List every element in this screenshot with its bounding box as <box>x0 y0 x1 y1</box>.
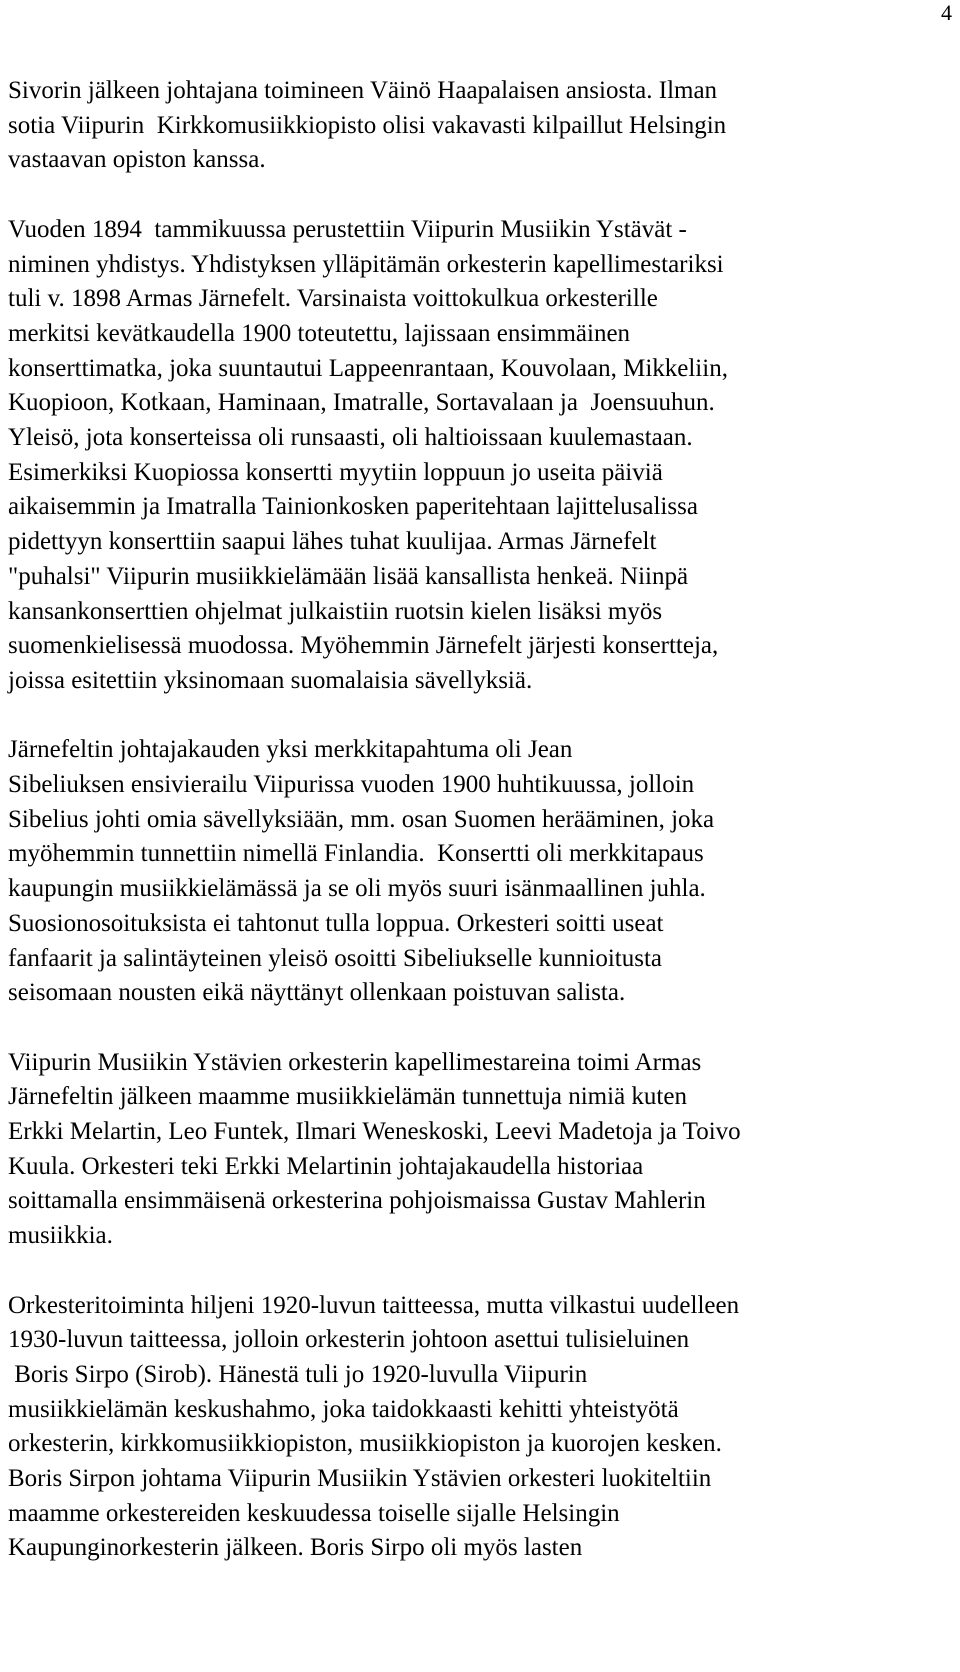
text-line: myöhemmin tunnettiin nimellä Finlandia. Konsertti oli merkkitapaus <box>8 840 704 868</box>
text-line: merkitsi kevätkaudella 1900 toteutettu, lajissaan ensimmäinen <box>8 319 631 347</box>
text-line: Boris Sirpo (Sirob). Hänestä tuli jo 1920-luvulla Viipurin <box>8 1360 588 1388</box>
text-line: suomenkielisessä muodossa. Myöhemmin Järnefelt järjesti konsertteja, <box>8 632 719 660</box>
text-line: konserttimatka, joka suuntautui Lappeenrantaan, Kouvolaan, Mikkeliin, <box>8 354 728 382</box>
text-line: kansankonserttien ohjelmat julkaistiin ruotsin kielen lisäksi myös <box>8 597 663 625</box>
text-line: Yleisö, jota konserteissa oli runsaasti, oli haltioissaan kuulemastaan. <box>8 424 693 452</box>
text-line: Suosionosoituksista ei tahtonut tulla loppua. Orkesteri soitti useat <box>8 909 664 937</box>
text-line: musiikkielämän keskushahmo, joka taidokkaasti kehitti yhteistyötä <box>8 1395 679 1423</box>
text-line: kaupungin musiikkielämässä ja se oli myös suuri isänmaallinen juhla. <box>8 875 706 903</box>
text-line: Sibelius johti omia sävellyksiään, mm. osan Suomen herääminen, joka <box>8 805 715 833</box>
text-line: Kaupunginorkesterin jälkeen. Boris Sirpo oli myös lasten <box>8 1534 583 1562</box>
text-line: Sivorin jälkeen johtajana toimineen Väinö Haapalaisen ansiosta. Ilman <box>8 77 718 104</box>
paragraph <box>8 213 953 699</box>
text-line: Järnefeltin johtajakauden yksi merkkitapahtuma oli Jean <box>8 736 573 764</box>
text-line: Kuula. Orkesteri teki Erkki Melartinin johtajakaudella historiaa <box>8 1152 644 1180</box>
paragraph <box>8 74 953 178</box>
text-line: sotia Viipurin Kirkkomusiikkiopisto olisi vakavasti kilpaillut Helsingin <box>8 111 727 139</box>
paragraph <box>8 1046 953 1254</box>
text-line: "puhalsi" Viipurin musiikkielämään lisää kansallista henkeä. Niinpä <box>8 562 689 590</box>
text-line: joissa esitettiin yksinomaan suomalaisia sävellyksiä. <box>8 666 533 694</box>
text-line: soittamalla ensimmäisenä orkesterina pohjoismaissa Gustav Mahlerin <box>8 1187 706 1215</box>
text-line: Orkesteritoiminta hiljeni 1920-luvun taitteessa, mutta vilkastui uudelleen <box>8 1291 740 1319</box>
text-line: Erkki Melartin, Leo Funtek, Ilmari Weneskoski, Leevi Madetoja ja Toivo <box>8 1118 741 1146</box>
paragraph <box>8 733 953 1011</box>
text-line: niminen yhdistys. Yhdistyksen ylläpitämän orkesterin kapellimestariksi <box>8 250 724 278</box>
document-body <box>8 74 953 1601</box>
text-line: maamme orkestereiden keskuudessa toiselle sijalle Helsingin <box>8 1499 620 1527</box>
text-line: 1930-luvun taitteessa, jolloin orkesterin johtoon asettui tulisieluinen <box>8 1326 690 1354</box>
text-line: Sibeliuksen ensivierailu Viipurissa vuoden 1900 huhtikuussa, jolloin <box>8 771 695 799</box>
text-line: orkesterin, kirkkomusiikkiopiston, musiikkiopiston ja kuorojen kesken. <box>8 1430 722 1458</box>
text-line: Viipurin Musiikin Ystävien orkesterin kapellimestareina toimi Armas <box>8 1048 702 1076</box>
paragraph <box>8 1289 953 1567</box>
text-line: Boris Sirpon johtama Viipurin Musiikin Ystävien orkesteri luokiteltiin <box>8 1465 712 1493</box>
text-line: Esimerkiksi Kuopiossa konsertti myytiin loppuun jo useita päiviä <box>8 458 663 486</box>
text-line: pidettyyn konserttiin saapui lähes tuhat kuulijaa. Armas Järnefelt <box>8 528 657 556</box>
text-line: Kuopioon, Kotkaan, Haminaan, Imatralle, Sortavalaan ja Joensuuhun. <box>8 389 715 417</box>
text-line: aikaisemmin ja Imatralla Tainionkosken paperitehtaan lajittelusalissa <box>8 493 698 521</box>
text-line: fanfaarit ja salintäyteinen yleisö osoitti Sibeliukselle kunnioitusta <box>8 944 663 972</box>
text-line: Vuoden 1894 tammikuussa perustettiin Viipurin Musiikin Ystävät - <box>8 215 687 243</box>
text-line: musiikkia. <box>8 1222 113 1250</box>
page-number: 4 <box>941 0 952 25</box>
text-line: vastaavan opiston kanssa. <box>8 146 266 174</box>
text-line: Järnefeltin jälkeen maamme musiikkielämän tunnettuja nimiä kuten <box>8 1083 687 1111</box>
text-line: seisomaan nousten eikä näyttänyt ollenkaan poistuvan salista. <box>8 979 626 1007</box>
text-line: tuli v. 1898 Armas Järnefelt. Varsinaista voittokulkua orkesterille <box>8 285 658 313</box>
